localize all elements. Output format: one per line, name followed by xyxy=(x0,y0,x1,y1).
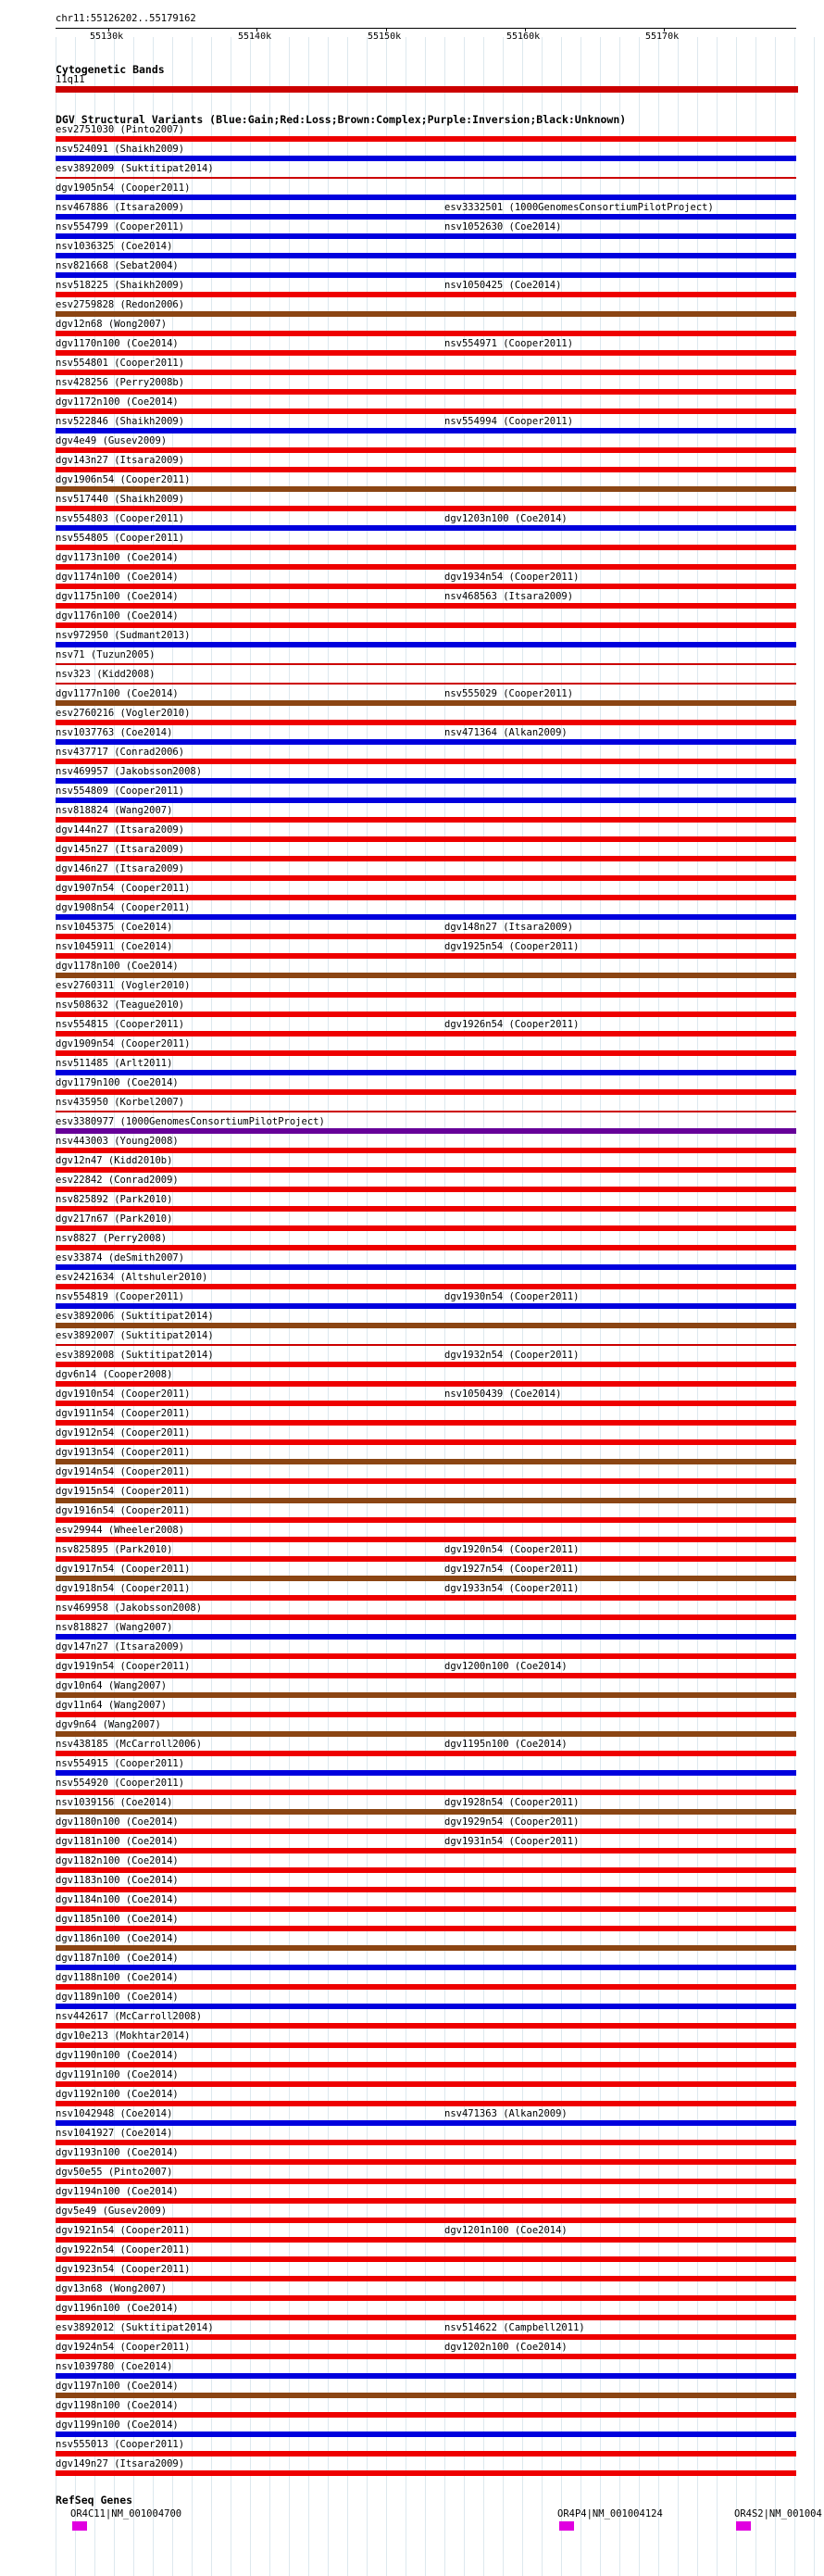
variant-bar[interactable] xyxy=(56,331,796,336)
variant-label[interactable]: dgv1911n54 (Cooper2011) xyxy=(56,1408,191,1419)
variant-bar[interactable] xyxy=(56,1420,796,1426)
variant-bar[interactable] xyxy=(56,1537,796,1542)
variant-label[interactable]: dgv145n27 (Itsara2009) xyxy=(56,844,185,855)
variant-label[interactable]: dgv12n47 (Kidd2010b) xyxy=(56,1155,173,1166)
variant-bar[interactable] xyxy=(56,564,796,570)
variant-bar[interactable] xyxy=(56,2120,796,2126)
variant-bar[interactable] xyxy=(56,973,796,978)
variant-bar[interactable] xyxy=(56,1031,796,1037)
variant-bar[interactable] xyxy=(56,2354,796,2359)
variant-bar[interactable] xyxy=(56,1089,796,1095)
variant-label[interactable]: esv2751030 (Pinto2007) xyxy=(56,124,185,135)
variant-bar[interactable] xyxy=(56,1634,796,1640)
variant-bar[interactable] xyxy=(56,467,796,472)
grid-line xyxy=(814,37,815,2576)
variant-label[interactable]: dgv1917n54 (Cooper2011) xyxy=(56,1564,191,1575)
variant-label[interactable]: nsv469958 (Jakobsson2008) xyxy=(56,1602,203,1614)
variant-bar[interactable] xyxy=(56,1731,796,1737)
variant-bar[interactable] xyxy=(56,2101,796,2106)
variant-bar[interactable] xyxy=(56,447,796,453)
variant-bar[interactable] xyxy=(56,1926,796,1931)
variant-label[interactable]: dgv1179n100 (Coe2014) xyxy=(56,1077,179,1088)
variant-label[interactable]: nsv1050425 (Coe2014) xyxy=(444,280,562,291)
ruler-tick-label: 55130k xyxy=(90,31,124,42)
variant-label[interactable]: nsv1039780 (Coe2014) xyxy=(56,2361,173,2372)
variant-label[interactable]: esv2760216 (Vogler2010) xyxy=(56,708,191,719)
variant-bar[interactable] xyxy=(56,2004,796,2009)
variant-label[interactable]: dgv1915n54 (Cooper2011) xyxy=(56,1486,191,1497)
variant-label[interactable]: nsv554801 (Cooper2011) xyxy=(56,358,185,369)
variant-label[interactable]: dgv11n64 (Wang2007) xyxy=(56,1700,168,1711)
variant-label[interactable]: dgv1909n54 (Cooper2011) xyxy=(56,1038,191,1049)
variant-label[interactable]: esv29944 (Wheeler2008) xyxy=(56,1525,185,1536)
variant-label[interactable]: dgv1929n54 (Cooper2011) xyxy=(444,1816,580,1828)
variant-bar[interactable] xyxy=(56,2237,796,2243)
variant-bar[interactable] xyxy=(56,836,796,842)
variant-label[interactable]: dgv1173n100 (Coe2014) xyxy=(56,552,179,563)
variant-bar[interactable] xyxy=(56,720,796,725)
variant-label[interactable]: nsv438185 (McCarroll2006) xyxy=(56,1739,203,1750)
variant-bar[interactable] xyxy=(56,292,796,297)
variant-label[interactable]: nsv972950 (Sudmant2013) xyxy=(56,630,191,641)
variant-bar[interactable] xyxy=(56,1303,796,1309)
variant-label[interactable]: nsv435950 (Korbel2007) xyxy=(56,1097,185,1108)
variant-bar[interactable] xyxy=(56,1790,796,1795)
cyto-band-label: 11q11 xyxy=(56,74,85,85)
variant-bar[interactable] xyxy=(56,1498,796,1503)
variant-bar[interactable] xyxy=(56,1439,796,1445)
variant-label[interactable]: nsv1041927 (Coe2014) xyxy=(56,2128,173,2139)
variant-bar[interactable] xyxy=(56,2081,796,2087)
variant-label[interactable]: dgv1194n100 (Coe2014) xyxy=(56,2186,179,2197)
variant-bar[interactable] xyxy=(56,1945,796,1951)
variant-bar[interactable] xyxy=(56,272,796,278)
variant-bar[interactable] xyxy=(56,2042,796,2048)
variant-bar[interactable] xyxy=(56,2179,796,2184)
region-label: chr11:55126202..55179162 xyxy=(56,13,196,24)
variant-bar[interactable] xyxy=(56,545,796,550)
variant-label[interactable]: dgv1185n100 (Coe2014) xyxy=(56,1914,179,1925)
gene-label[interactable]: OR4S2|NM_001004 xyxy=(734,2508,822,2519)
variant-bar[interactable] xyxy=(56,2218,796,2223)
gene-label[interactable]: OR4P4|NM_001004124 xyxy=(557,2508,663,2519)
variant-label[interactable]: dgv1930n54 (Cooper2011) xyxy=(444,1291,580,1302)
variant-label[interactable]: dgv1174n100 (Coe2014) xyxy=(56,572,179,583)
ruler-tick-label: 55150k xyxy=(368,31,402,42)
variant-label[interactable]: dgv1196n100 (Coe2014) xyxy=(56,2303,179,2314)
variant-bar[interactable] xyxy=(56,1828,796,1834)
variant-bar[interactable] xyxy=(56,2256,796,2262)
variant-label[interactable]: esv3892008 (Suktitipat2014) xyxy=(56,1350,214,1361)
variant-label[interactable]: nsv443003 (Young2008) xyxy=(56,1136,179,1147)
variant-label[interactable]: dgv1922n54 (Cooper2011) xyxy=(56,2244,191,2256)
variant-bar[interactable] xyxy=(56,759,796,764)
variant-label[interactable]: nsv522846 (Shaikh2009) xyxy=(56,416,185,427)
variant-label[interactable]: dgv1913n54 (Cooper2011) xyxy=(56,1447,191,1458)
variant-label[interactable]: dgv1928n54 (Cooper2011) xyxy=(444,1797,580,1808)
variant-label[interactable]: dgv1182n100 (Coe2014) xyxy=(56,1855,179,1866)
variant-bar[interactable] xyxy=(56,2062,796,2067)
variant-bar[interactable] xyxy=(56,350,796,356)
variant-label[interactable]: nsv554920 (Cooper2011) xyxy=(56,1778,185,1789)
variant-bar[interactable] xyxy=(56,428,796,434)
variant-bar[interactable] xyxy=(56,1381,796,1387)
variant-bar[interactable] xyxy=(56,1615,796,1620)
variant-label[interactable]: dgv1925n54 (Cooper2011) xyxy=(444,941,580,952)
ruler-tick-label: 55170k xyxy=(645,31,680,42)
variant-label[interactable]: nsv554805 (Cooper2011) xyxy=(56,533,185,544)
variant-label[interactable]: dgv149n27 (Itsara2009) xyxy=(56,2458,185,2469)
gene-label[interactable]: OR4C11|NM_001004700 xyxy=(70,2508,182,2519)
variant-bar[interactable] xyxy=(56,603,796,609)
variant-label[interactable]: dgv1202n100 (Coe2014) xyxy=(444,2342,568,2353)
variant-bar[interactable] xyxy=(56,2276,796,2281)
variant-bar[interactable] xyxy=(56,1128,796,1134)
variant-label[interactable]: nsv554799 (Cooper2011) xyxy=(56,221,185,232)
variant-bar[interactable] xyxy=(56,2198,796,2204)
variant-bar[interactable] xyxy=(56,1225,796,1231)
variant-bar[interactable] xyxy=(56,506,796,511)
variant-label[interactable]: nsv514622 (Campbell2011) xyxy=(444,2322,585,2333)
variant-label[interactable]: nsv471363 (Alkan2009) xyxy=(444,2108,568,2119)
variant-bar[interactable] xyxy=(56,683,796,685)
variant-label[interactable]: nsv825895 (Park2010) xyxy=(56,1544,173,1555)
variant-label[interactable]: dgv1920n54 (Cooper2011) xyxy=(444,1544,580,1555)
variant-label[interactable]: nsv554809 (Cooper2011) xyxy=(56,785,185,797)
variant-label[interactable]: dgv50e55 (Pinto2007) xyxy=(56,2167,173,2178)
variant-bar[interactable] xyxy=(56,875,796,881)
variant-label[interactable]: nsv323 (Kidd2008) xyxy=(56,669,156,680)
variant-bar[interactable] xyxy=(56,2431,796,2437)
variant-label[interactable]: dgv1912n54 (Cooper2011) xyxy=(56,1427,191,1439)
variant-label[interactable]: dgv217n67 (Park2010) xyxy=(56,1213,173,1225)
variant-bar[interactable] xyxy=(56,1867,796,1873)
variant-label[interactable]: dgv1172n100 (Coe2014) xyxy=(56,396,179,408)
variant-bar[interactable] xyxy=(56,1111,796,1112)
variant-label[interactable]: dgv1189n100 (Coe2014) xyxy=(56,1992,179,2003)
variant-label[interactable]: dgv1914n54 (Cooper2011) xyxy=(56,1466,191,1477)
variant-label[interactable]: nsv1052630 (Coe2014) xyxy=(444,221,562,232)
variant-bar[interactable] xyxy=(56,1809,796,1815)
variant-bar[interactable] xyxy=(56,739,796,745)
variant-label[interactable]: dgv1191n100 (Coe2014) xyxy=(56,2069,179,2080)
variant-label[interactable]: dgv1175n100 (Coe2014) xyxy=(56,591,179,602)
variant-label[interactable]: dgv5e49 (Gusev2009) xyxy=(56,2205,168,2217)
variant-bar[interactable] xyxy=(56,525,796,531)
variant-bar[interactable] xyxy=(56,700,796,706)
variant-bar[interactable] xyxy=(56,1344,796,1346)
variant-label[interactable]: dgv12n68 (Wong2007) xyxy=(56,319,168,330)
variant-label[interactable]: nsv518225 (Shaikh2009) xyxy=(56,280,185,291)
variant-label[interactable]: nsv437717 (Conrad2006) xyxy=(56,747,185,758)
variant-label[interactable]: nsv1036325 (Coe2014) xyxy=(56,241,173,252)
cytogenetic-bands-title: Cytogenetic Bands xyxy=(56,63,165,76)
variant-label[interactable]: dgv1931n54 (Cooper2011) xyxy=(444,1836,580,1847)
gene-bar[interactable] xyxy=(736,2521,751,2531)
variant-label[interactable]: dgv6n14 (Cooper2008) xyxy=(56,1369,173,1380)
variant-bar[interactable] xyxy=(56,177,796,179)
variant-label[interactable]: dgv1193n100 (Coe2014) xyxy=(56,2147,179,2158)
variant-label[interactable]: dgv1188n100 (Coe2014) xyxy=(56,1972,179,1983)
variant-bar[interactable] xyxy=(56,914,796,920)
variant-bar[interactable] xyxy=(56,584,796,589)
variant-label[interactable]: dgv1918n54 (Cooper2011) xyxy=(56,1583,191,1594)
variant-label[interactable]: nsv1039156 (Coe2014) xyxy=(56,1797,173,1808)
variant-bar[interactable] xyxy=(56,2159,796,2165)
variant-bar[interactable] xyxy=(56,1148,796,1153)
variant-label[interactable]: dgv143n27 (Itsara2009) xyxy=(56,455,185,466)
variant-bar[interactable] xyxy=(56,2451,796,2457)
variant-label[interactable]: dgv1181n100 (Coe2014) xyxy=(56,1836,179,1847)
variant-bar[interactable] xyxy=(56,1692,796,1698)
variant-label[interactable]: nsv818827 (Wang2007) xyxy=(56,1622,173,1633)
variant-bar[interactable] xyxy=(56,486,796,492)
variant-bar[interactable] xyxy=(56,1459,796,1464)
variant-label[interactable]: esv3332501 (1000GenomesConsortiumPilotProject) xyxy=(444,202,714,213)
variant-bar[interactable] xyxy=(56,1653,796,1659)
gene-bar[interactable] xyxy=(559,2521,574,2531)
variant-bar[interactable] xyxy=(56,233,796,239)
variant-bar[interactable] xyxy=(56,2412,796,2418)
variant-label[interactable]: dgv1195n100 (Coe2014) xyxy=(444,1739,568,1750)
variant-label[interactable]: nsv554915 (Cooper2011) xyxy=(56,1758,185,1769)
variant-label[interactable]: dgv1910n54 (Cooper2011) xyxy=(56,1389,191,1400)
variant-label[interactable]: nsv554819 (Cooper2011) xyxy=(56,1291,185,1302)
variant-bar[interactable] xyxy=(56,1556,796,1562)
cyto-band-bar[interactable] xyxy=(56,86,798,93)
variant-label[interactable]: esv3892007 (Suktitipat2014) xyxy=(56,1330,214,1341)
variant-label[interactable]: dgv148n27 (Itsara2009) xyxy=(444,922,574,933)
variant-label[interactable]: dgv1170n100 (Coe2014) xyxy=(56,338,179,349)
variant-label[interactable]: esv3892009 (Suktitipat2014) xyxy=(56,163,214,174)
variant-label[interactable]: dgv1180n100 (Coe2014) xyxy=(56,1816,179,1828)
variant-bar[interactable] xyxy=(56,1712,796,1717)
variant-label[interactable]: esv2421634 (Altshuler2010) xyxy=(56,1272,208,1283)
variant-bar[interactable] xyxy=(56,953,796,959)
variant-bar[interactable] xyxy=(56,214,796,220)
variant-bar[interactable] xyxy=(56,856,796,861)
variant-label[interactable]: dgv1933n54 (Cooper2011) xyxy=(444,1583,580,1594)
variant-label[interactable]: dgv9n64 (Wang2007) xyxy=(56,1719,161,1730)
variant-label[interactable]: dgv1906n54 (Cooper2011) xyxy=(56,474,191,485)
variant-label[interactable]: dgv1178n100 (Coe2014) xyxy=(56,961,179,972)
variant-bar[interactable] xyxy=(56,311,796,317)
variant-label[interactable]: dgv1927n54 (Cooper2011) xyxy=(444,1564,580,1575)
variant-label[interactable]: dgv1198n100 (Coe2014) xyxy=(56,2400,179,2411)
variant-bar[interactable] xyxy=(56,2295,796,2301)
variant-label[interactable]: dgv1932n54 (Cooper2011) xyxy=(444,1350,580,1361)
variant-bar[interactable] xyxy=(56,370,796,375)
variant-label[interactable]: nsv517440 (Shaikh2009) xyxy=(56,494,185,505)
variant-label[interactable]: nsv825892 (Park2010) xyxy=(56,1194,173,1205)
variant-label[interactable]: dgv1924n54 (Cooper2011) xyxy=(56,2342,191,2353)
variant-bar[interactable] xyxy=(56,1050,796,1056)
variant-bar[interactable] xyxy=(56,798,796,803)
variant-label[interactable]: dgv1908n54 (Cooper2011) xyxy=(56,902,191,913)
variant-label[interactable]: esv22842 (Conrad2009) xyxy=(56,1175,179,1186)
variant-bar[interactable] xyxy=(56,253,796,258)
variant-label[interactable]: nsv554971 (Cooper2011) xyxy=(444,338,574,349)
variant-bar[interactable] xyxy=(56,895,796,900)
variant-bar[interactable] xyxy=(56,622,796,628)
variant-bar[interactable] xyxy=(56,195,796,200)
variant-label[interactable]: nsv468563 (Itsara2009) xyxy=(444,591,574,602)
variant-bar[interactable] xyxy=(56,1167,796,1173)
variant-label[interactable]: dgv1199n100 (Coe2014) xyxy=(56,2419,179,2431)
variant-bar[interactable] xyxy=(56,1965,796,1970)
variant-label[interactable]: esv33874 (deSmith2007) xyxy=(56,1252,185,1263)
variant-label[interactable]: dgv1934n54 (Cooper2011) xyxy=(444,572,580,583)
variant-bar[interactable] xyxy=(56,1284,796,1289)
variant-label[interactable]: nsv1037763 (Coe2014) xyxy=(56,727,173,738)
variant-label[interactable]: dgv1183n100 (Coe2014) xyxy=(56,1875,179,1886)
variant-bar[interactable] xyxy=(56,2334,796,2340)
refseq-genes-title: RefSeq Genes xyxy=(56,2494,133,2507)
variant-label[interactable]: dgv1923n54 (Cooper2011) xyxy=(56,2264,191,2275)
variant-label[interactable]: nsv467886 (Itsara2009) xyxy=(56,202,185,213)
variant-bar[interactable] xyxy=(56,1984,796,1990)
variant-label[interactable]: nsv554803 (Cooper2011) xyxy=(56,513,185,524)
variant-label[interactable]: nsv508632 (Teague2010) xyxy=(56,999,185,1011)
variant-label[interactable]: dgv10e213 (Mokhtar2014) xyxy=(56,2030,191,2042)
variant-bar[interactable] xyxy=(56,1401,796,1406)
ruler-tick-label: 55140k xyxy=(238,31,272,42)
variant-bar[interactable] xyxy=(56,1245,796,1250)
variant-label[interactable]: dgv1921n54 (Cooper2011) xyxy=(56,2225,191,2236)
variant-label[interactable]: nsv818824 (Wang2007) xyxy=(56,805,173,816)
variant-bar[interactable] xyxy=(56,2023,796,2029)
variant-bar[interactable] xyxy=(56,1070,796,1075)
variant-label[interactable]: dgv1203n100 (Coe2014) xyxy=(444,513,568,524)
ruler-tick-label: 55160k xyxy=(506,31,541,42)
variant-label[interactable]: dgv1197n100 (Coe2014) xyxy=(56,2381,179,2392)
variant-bar[interactable] xyxy=(56,1187,796,1192)
variant-label[interactable]: dgv146n27 (Itsara2009) xyxy=(56,863,185,874)
variant-bar[interactable] xyxy=(56,934,796,939)
variant-bar[interactable] xyxy=(56,817,796,823)
variant-bar[interactable] xyxy=(56,1478,796,1484)
variant-bar[interactable] xyxy=(56,1264,796,1270)
variant-bar[interactable] xyxy=(56,1673,796,1678)
variant-label[interactable]: dgv1200n100 (Coe2014) xyxy=(444,1661,568,1672)
variant-label[interactable]: dgv1190n100 (Coe2014) xyxy=(56,2050,179,2061)
variant-label[interactable]: nsv555029 (Cooper2011) xyxy=(444,688,574,699)
variant-bar[interactable] xyxy=(56,1012,796,1017)
variant-bar[interactable] xyxy=(56,2470,796,2476)
variant-label[interactable]: nsv1045375 (Coe2014) xyxy=(56,922,173,933)
variant-label[interactable]: esv3380977 (1000GenomesConsortiumPilotProject) xyxy=(56,1116,325,1127)
variant-label[interactable]: dgv4e49 (Gusev2009) xyxy=(56,435,168,446)
variant-bar[interactable] xyxy=(56,136,796,142)
variant-label[interactable]: dgv1176n100 (Coe2014) xyxy=(56,610,179,622)
variant-label[interactable]: dgv1916n54 (Cooper2011) xyxy=(56,1505,191,1516)
dgv-title: DGV Structural Variants (Blue:Gain;Red:Loss;Brown:Complex;Purple:Inversion;Black:Unknown) xyxy=(56,113,627,126)
variant-label[interactable]: dgv1186n100 (Coe2014) xyxy=(56,1933,179,1944)
variant-label[interactable]: dgv1907n54 (Cooper2011) xyxy=(56,883,191,894)
variant-bar[interactable] xyxy=(56,2140,796,2145)
variant-bar[interactable] xyxy=(56,408,796,414)
variant-label[interactable]: nsv524091 (Shaikh2009) xyxy=(56,144,185,155)
variant-label[interactable]: nsv555013 (Cooper2011) xyxy=(56,2439,185,2450)
variant-bar[interactable] xyxy=(56,1517,796,1523)
variant-bar[interactable] xyxy=(56,1206,796,1212)
variant-label[interactable]: nsv428256 (Perry2008b) xyxy=(56,377,185,388)
variant-bar[interactable] xyxy=(56,1887,796,1892)
gene-bar[interactable] xyxy=(72,2521,87,2531)
variant-label[interactable]: dgv144n27 (Itsara2009) xyxy=(56,824,185,836)
variant-label[interactable]: esv3892006 (Suktitipat2014) xyxy=(56,1311,214,1322)
variant-bar[interactable] xyxy=(56,1576,796,1581)
variant-label[interactable]: esv3892012 (Suktitipat2014) xyxy=(56,2322,214,2333)
variant-label[interactable]: nsv469957 (Jakobsson2008) xyxy=(56,766,203,777)
variant-label[interactable]: dgv10n64 (Wang2007) xyxy=(56,1680,168,1691)
variant-label[interactable]: dgv1177n100 (Coe2014) xyxy=(56,688,179,699)
variant-bar[interactable] xyxy=(56,1770,796,1776)
variant-label[interactable]: nsv511485 (Arlt2011) xyxy=(56,1058,173,1069)
variant-label[interactable]: dgv1192n100 (Coe2014) xyxy=(56,2089,179,2100)
variant-bar[interactable] xyxy=(56,156,796,161)
variant-label[interactable]: nsv442617 (McCarroll2008) xyxy=(56,2011,203,2022)
variant-label[interactable]: dgv13n68 (Wong2007) xyxy=(56,2283,168,2294)
variant-bar[interactable] xyxy=(56,1751,796,1756)
variant-bar[interactable] xyxy=(56,2315,796,2320)
variant-label[interactable]: dgv1201n100 (Coe2014) xyxy=(444,2225,568,2236)
variant-label[interactable]: nsv71 (Tuzun2005) xyxy=(56,649,156,660)
variant-bar[interactable] xyxy=(56,1595,796,1601)
variant-label[interactable]: nsv821668 (Sebat2004) xyxy=(56,260,179,271)
variant-label[interactable]: esv2759828 (Redon2006) xyxy=(56,299,185,310)
variant-label[interactable]: nsv1045911 (Coe2014) xyxy=(56,941,173,952)
variant-bar[interactable] xyxy=(56,992,796,998)
variant-bar[interactable] xyxy=(56,663,796,665)
variant-label[interactable]: dgv1919n54 (Cooper2011) xyxy=(56,1661,191,1672)
variant-label[interactable]: dgv1905n54 (Cooper2011) xyxy=(56,182,191,194)
variant-bar[interactable] xyxy=(56,642,796,647)
variant-label[interactable]: nsv1042948 (Coe2014) xyxy=(56,2108,173,2119)
variant-bar[interactable] xyxy=(56,778,796,784)
variant-bar[interactable] xyxy=(56,1906,796,1912)
variant-label[interactable]: dgv1184n100 (Coe2014) xyxy=(56,1894,179,1905)
variant-label[interactable]: esv2760311 (Vogler2010) xyxy=(56,980,191,991)
variant-label[interactable]: dgv1187n100 (Coe2014) xyxy=(56,1953,179,1964)
variant-bar[interactable] xyxy=(56,1362,796,1367)
variant-label[interactable]: nsv1050439 (Coe2014) xyxy=(444,1389,562,1400)
variant-bar[interactable] xyxy=(56,2393,796,2398)
variant-bar[interactable] xyxy=(56,389,796,395)
variant-label[interactable]: nsv8827 (Perry2008) xyxy=(56,1233,168,1244)
variant-bar[interactable] xyxy=(56,1848,796,1853)
variant-label[interactable]: nsv471364 (Alkan2009) xyxy=(444,727,568,738)
variant-bar[interactable] xyxy=(56,1323,796,1328)
variant-label[interactable]: dgv147n27 (Itsara2009) xyxy=(56,1641,185,1652)
variant-label[interactable]: dgv1926n54 (Cooper2011) xyxy=(444,1019,580,1030)
variant-label[interactable]: nsv554994 (Cooper2011) xyxy=(444,416,574,427)
variant-bar[interactable] xyxy=(56,2373,796,2379)
variant-label[interactable]: nsv554815 (Cooper2011) xyxy=(56,1019,185,1030)
